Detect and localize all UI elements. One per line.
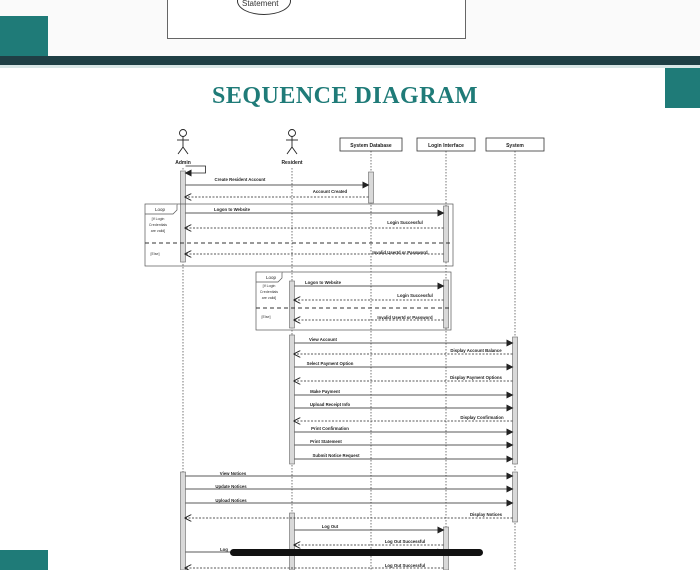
login-object-label: Login Interface <box>428 143 464 149</box>
resident-actor-leg-right <box>292 147 297 154</box>
message-label: Log Out <box>321 524 339 529</box>
loop-guard-text: are valid] <box>261 296 277 300</box>
message-label: Print Confirmation <box>311 426 349 431</box>
message-label: Display Payment Options <box>450 375 502 380</box>
scroll-indicator[interactable] <box>230 549 483 556</box>
message-label: Display Confirmation <box>460 415 504 420</box>
message-label: View Notices <box>219 471 247 476</box>
loop-fragment-label: Loop <box>266 275 277 280</box>
message-label: Select Payment Option <box>306 361 354 366</box>
message-label: Logon to Website <box>214 207 250 212</box>
resident-actor-head-icon <box>289 130 296 137</box>
loop-fragment-frame <box>256 272 451 330</box>
message-label: Logon to Website <box>305 280 341 285</box>
loop-else-label: [Else] <box>150 252 160 256</box>
message-label: Log <box>220 547 228 552</box>
activation-bar <box>290 335 295 464</box>
activation-bar <box>181 472 186 570</box>
loop-fragment-label: Loop <box>155 207 166 212</box>
message-label: Log Out Successful <box>384 563 426 568</box>
admin-actor-leg-left <box>178 147 183 154</box>
activation-bar <box>290 513 295 570</box>
activation-bar <box>513 472 518 522</box>
message-label: Print Statement <box>310 439 342 444</box>
loop-guard-text: [If Login <box>151 217 165 221</box>
loop-guard-text: [If Login <box>262 284 276 288</box>
message-label: Upload Notices <box>215 498 247 503</box>
message-label: View Account <box>309 337 337 342</box>
message-label: Log Out Successful <box>384 539 426 544</box>
loop-guard-text: Credentials <box>148 223 168 227</box>
admin-actor-leg-right <box>183 147 188 154</box>
activation-bar <box>513 337 518 464</box>
loop-else-label: [Else] <box>261 315 271 319</box>
db-object-label: System Database <box>350 143 392 149</box>
message-self-arrow <box>186 166 206 173</box>
activation-bar <box>369 172 374 203</box>
activation-bar <box>290 281 295 328</box>
message-label: Login Successful <box>397 293 433 298</box>
use-case-label: Statement <box>242 0 279 8</box>
message-label: Login Successful <box>387 220 423 225</box>
message-label: Create Resident Account <box>214 177 266 182</box>
admin-actor-head-icon <box>180 130 187 137</box>
loop-guard-text: Credentials <box>259 290 279 294</box>
resident-actor-leg-left <box>287 147 292 154</box>
admin-actor-label: Admin <box>175 160 191 166</box>
activation-bar <box>444 280 449 328</box>
message-label: Display Account Balance <box>450 348 502 353</box>
activation-bar <box>181 171 186 262</box>
message-label: Make Payment <box>310 389 340 394</box>
slide-title: SEQUENCE DIAGRAM <box>211 83 479 109</box>
message-label: Submit Notice Request <box>312 453 360 458</box>
loop-guard-text: are valid] <box>150 229 166 233</box>
system-object-label: System <box>506 143 524 149</box>
message-label: Display Notices <box>469 512 503 517</box>
resident-actor-label: Resident <box>281 160 303 166</box>
activation-bar <box>444 206 449 262</box>
message-label: Invalid UserId or Password <box>372 250 428 255</box>
message-label: Update Notices <box>215 484 247 489</box>
message-label: Account Created <box>312 189 348 194</box>
message-label: Upload Receipt Info <box>309 402 351 407</box>
message-label: Invalid UserId or Password <box>377 315 433 320</box>
